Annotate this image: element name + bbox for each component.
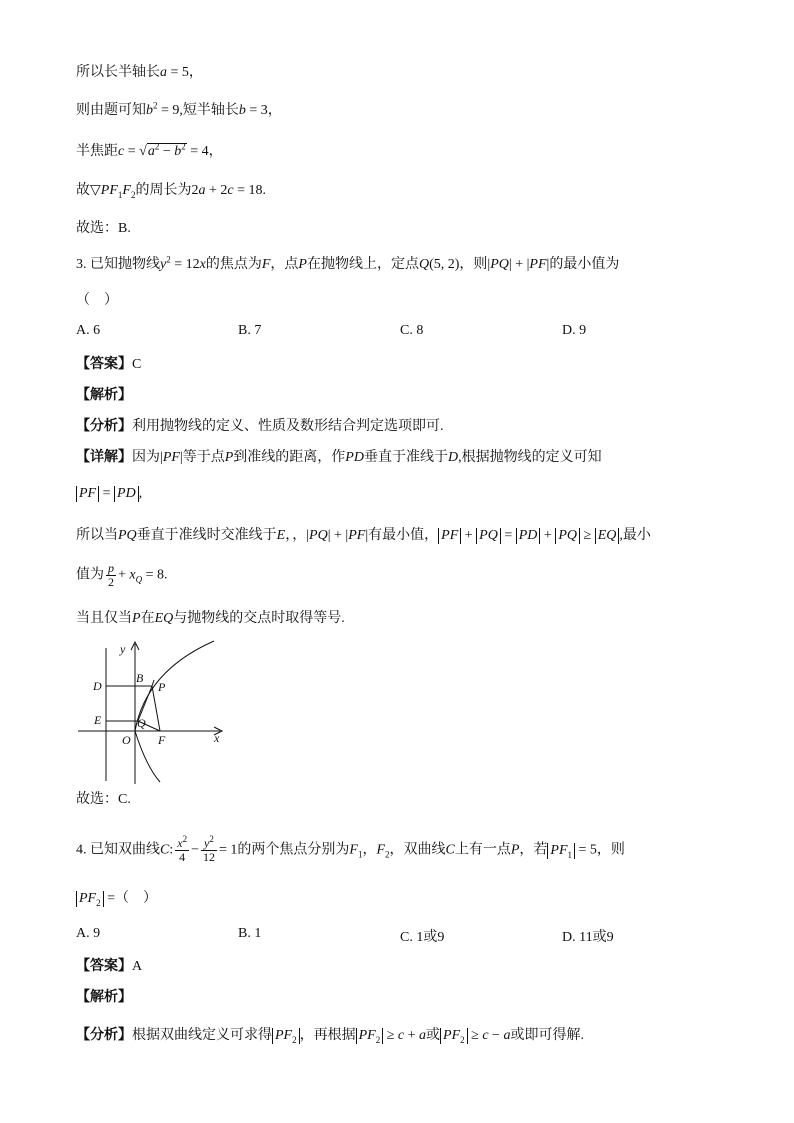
fenxi-tag: 【分析】 [76, 1028, 132, 1043]
q3-option-d: D. 9 [562, 323, 587, 338]
text-line-1: 所以长半轴长a = 5， [76, 65, 203, 80]
answer-value: A [132, 959, 143, 974]
q4-answer [76, 957, 142, 977]
q3-xiangjie: 【详解】因为|PF|等于点P到准线的距离，作PD垂直于准线于D,根据抛物线的定义可知 [76, 450, 602, 465]
label-o: O [122, 733, 131, 747]
q3-option-c: C. 8 [400, 323, 424, 338]
q4-fenxi: 【分析】根据双曲线定义可求得 $PF_2$ ，再根据 $PF_2 \ge c + a$或 $PF_2 \ge c - a$或即可得解. [76, 1028, 584, 1045]
text-line-4: 故$▽PF_1F_2$的周长为2a + 2c = 18. [76, 183, 266, 200]
answer-value: C [132, 357, 142, 372]
question-3: 3. 已知抛物线$y^2 = 12x$的焦点为F，点P在抛物线上，定点Q(5, 2)，则|PQ| + |PF|的最小值为 [76, 254, 620, 272]
label-p: P [158, 680, 166, 694]
question-4-line-2: $PF_2$ =（ ） [76, 889, 157, 909]
text-line-9: 故选：C. [76, 792, 131, 807]
text-line-6: 所以当PQ垂直于准线时交准线于E，，|PQ| + |PF|有最小值， PF + PQ = PD + PQ ≥ EQ ,最小 [76, 528, 651, 543]
q4-option-a: A. 9 [76, 926, 101, 941]
q3-fenxi [76, 417, 444, 437]
q3-analysis-heading: 【解析】 [76, 388, 132, 403]
text-line-2: 则由题可知$b^2 = 9$,短半轴长b = 3， [76, 100, 282, 118]
parabola-curve [135, 641, 214, 782]
label-f: F [158, 733, 166, 747]
q3-answer [76, 355, 141, 375]
label-q: Q [137, 716, 146, 730]
question-4: 4. 已知双曲线C: $\frac{x^2}{4}$ − $\frac{y^2}{12}$ = 1的两个焦点分别为$F_1$，$F_2$，双曲线C上有一点P，若 $PF_1 = 5$，则 [76, 834, 625, 864]
q3-option-b: B. 7 [238, 323, 262, 338]
text-line-5: 故选：B. [76, 221, 131, 236]
answer-tag: 【答案】 [76, 357, 132, 372]
parabola-figure [76, 636, 226, 786]
q4-option-c: C. 1或9 [400, 930, 445, 945]
label-y: y [120, 642, 126, 656]
answer-tag: 【答案】 [76, 959, 132, 974]
line-bp [152, 680, 154, 686]
question-3-paren: （ ） [76, 293, 118, 308]
text-line-8: 当且仅当P在EQ与抛物线的交点时取得等号. [76, 611, 345, 626]
text-line-3: 半焦距$c = √a^2 - b^2 = 4$， [76, 141, 223, 159]
q4-option-d: D. 11或9 [562, 930, 614, 945]
label-x: x [214, 731, 220, 745]
equation-pf-pd: PF = PD , [76, 484, 142, 504]
q4-analysis-heading: 【解析】 [76, 990, 132, 1005]
xiangjie-tag: 【详解】 [76, 450, 132, 465]
label-e: E [94, 713, 102, 727]
label-d: D [93, 679, 102, 693]
q3-option-a: A. 6 [76, 323, 101, 338]
fenxi-tag: 【分析】 [76, 419, 132, 434]
text-line-7: 值为 $\frac{p}{2}$ + $x_Q = 8$. [76, 561, 168, 589]
q4-option-b: B. 1 [238, 926, 262, 941]
label-b: B [136, 671, 144, 685]
fenxi-text: 利用抛物线的定义、性质及数形结合判定选项即可. [132, 419, 444, 434]
